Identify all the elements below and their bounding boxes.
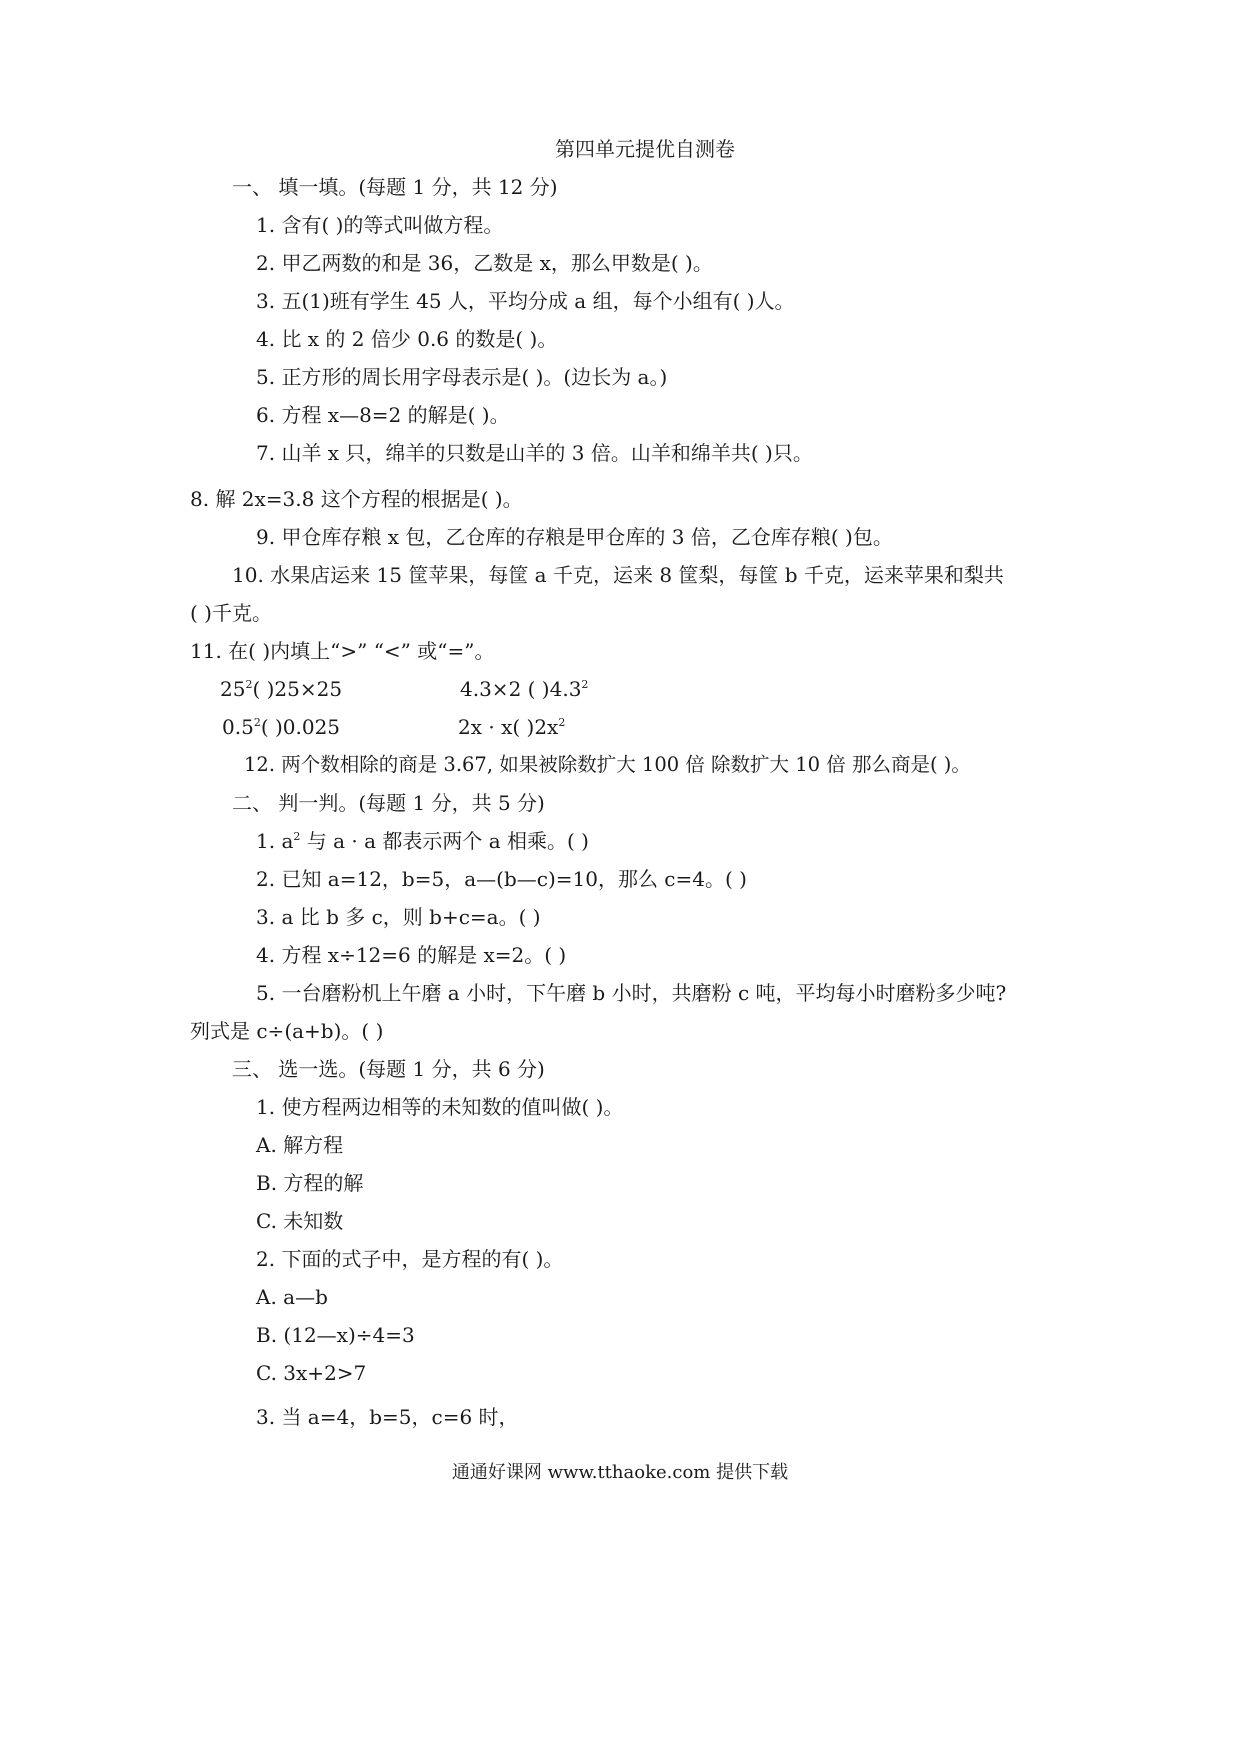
judge-question-5-line1: 5. 一台磨粉机上午磨 a 小时，下午磨 b 小时，共磨粉 c 吨，平均每小时磨粉多少吨? xyxy=(256,981,1007,1005)
fill-question-10-line2: ( )千克。 xyxy=(190,601,272,625)
compare-item-3 xyxy=(222,714,340,740)
compare-2-exponent: 2 xyxy=(581,678,589,691)
fill-question-1: 1. 含有( )的等式叫做方程。 xyxy=(256,213,504,237)
section-3-heading: 三、 选一选。(每题 1 分，共 6 分) xyxy=(232,1057,545,1081)
choice-2-option-b: B. (12—x)÷4=3 xyxy=(256,1323,415,1347)
choice-question-3: 3. 当 a=4，b=5，c=6 时， xyxy=(256,1405,519,1429)
judge-question-1 xyxy=(256,828,589,854)
fill-question-9: 9. 甲仓库存粮 x 包，乙仓库的存粮是甲仓库的 3 倍，乙仓库存粮( )包。 xyxy=(256,525,893,549)
page-footer: 通通好课网 www.tthaoke.com 提供下载 xyxy=(451,1462,789,1483)
page-title: 第四单元提优自测卷 xyxy=(555,137,735,161)
fill-question-4: 4. 比 x 的 2 倍少 0.6 的数是( )。 xyxy=(256,327,558,351)
fill-question-10-line1: 10. 水果店运来 15 筐苹果，每筐 a 千克，运来 8 筐梨，每筐 b 千克，运来苹果和梨共 xyxy=(232,563,1004,587)
choice-question-2: 2. 下面的式子中，是方程的有( )。 xyxy=(256,1247,564,1271)
judge-question-5-line2: 列式是 c÷(a+b)。( ) xyxy=(190,1019,384,1043)
section-2-heading: 二、 判一判。(每题 1 分，共 5 分) xyxy=(232,791,545,815)
choice-2-option-a: A. a—b xyxy=(256,1285,328,1309)
compare-2-text: 4.3×2 ( )4.3 xyxy=(460,677,582,701)
choice-1-option-b: B. 方程的解 xyxy=(256,1171,364,1195)
fill-question-5: 5. 正方形的周长用字母表示是( )。(边长为 a。) xyxy=(256,365,668,389)
section-1-heading: 一、 填一填。(每题 1 分，共 12 分) xyxy=(232,175,558,199)
compare-item-1 xyxy=(220,676,342,702)
judge-question-2: 2. 已知 a=12，b=5，a—(b—c)=10，那么 c=4。( ) xyxy=(256,867,747,891)
judge-1-exponent: 2 xyxy=(293,830,301,843)
compare-3-base: 0.5 xyxy=(222,715,254,739)
fill-question-6: 6. 方程 x—8=2 的解是( )。 xyxy=(256,403,510,427)
judge-question-4: 4. 方程 x÷12=6 的解是 x=2。( ) xyxy=(256,943,567,967)
judge-1-prefix: 1. a xyxy=(256,829,294,853)
compare-1-rest: ( )25×25 xyxy=(252,677,343,701)
compare-item-4 xyxy=(458,714,565,740)
choice-1-option-c: C. 未知数 xyxy=(256,1209,344,1233)
compare-1-base: 25 xyxy=(220,677,246,701)
choice-question-1: 1. 使方程两边相等的未知数的值叫做( )。 xyxy=(256,1095,624,1119)
compare-3-exponent: 2 xyxy=(253,716,261,729)
fill-question-3: 3. 五(1)班有学生 45 人，平均分成 a 组，每个小组有( )人。 xyxy=(256,289,795,313)
compare-4-text: 2x · x( )2x xyxy=(458,715,559,739)
fill-question-11: 11. 在( )内填上“>” “<” 或“=”。 xyxy=(190,639,495,663)
fill-question-2: 2. 甲乙两数的和是 36，乙数是 x，那么甲数是( )。 xyxy=(256,251,713,275)
judge-question-3: 3. a 比 b 多 c，则 b+c=a。( ) xyxy=(256,905,541,929)
judge-1-rest: 与 a · a 都表示两个 a 相乘。( ) xyxy=(300,829,589,853)
compare-1-exponent: 2 xyxy=(245,678,253,691)
choice-1-option-a: A. 解方程 xyxy=(256,1133,344,1157)
compare-4-exponent: 2 xyxy=(558,716,566,729)
fill-question-7: 7. 山羊 x 只，绵羊的只数是山羊的 3 倍。山羊和绵羊共( )只。 xyxy=(256,441,813,465)
fill-question-12: 12. 两个数相除的商是 3.67, 如果被除数扩大 100 倍 除数扩大 10 倍 那么商是( )。 xyxy=(244,753,971,776)
compare-item-2 xyxy=(460,676,588,702)
choice-2-option-c: C. 3x+2>7 xyxy=(256,1361,367,1385)
fill-question-8: 8. 解 2x=3.8 这个方程的根据是( )。 xyxy=(190,487,523,511)
compare-3-rest: ( )0.025 xyxy=(260,715,341,739)
